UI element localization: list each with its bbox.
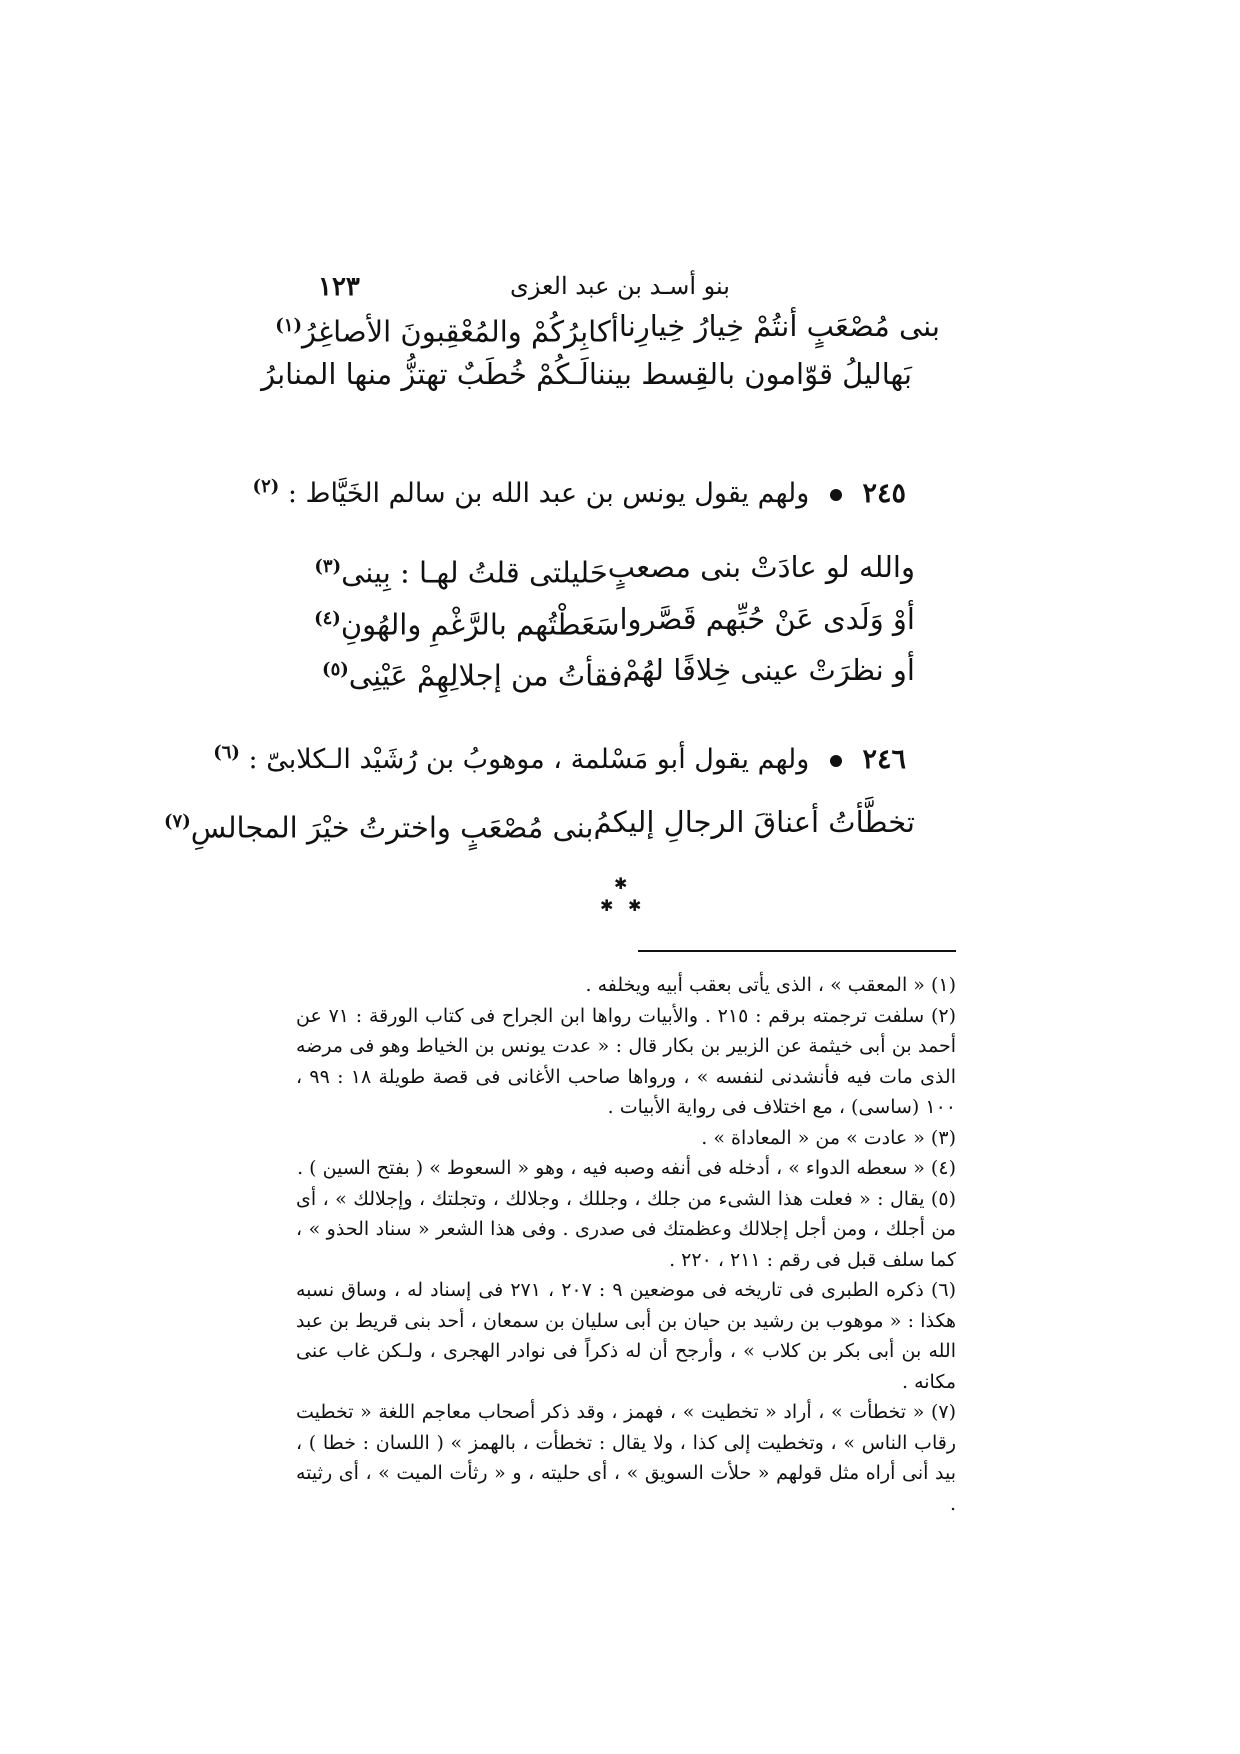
hemistich-text: فقأتُ من إجلالِهِمْ عَيْنِى [348, 658, 623, 693]
verse-line [314, 545, 915, 595]
bullet-icon [830, 489, 842, 501]
hemistich-text: أكابِرُكُمْ والمُعْقِبونَ الأصاغِرُ [301, 314, 619, 349]
verse-hemistich-2: لَـكُمْ خُطَبٌ تهتزُّ منها المنابرُ [261, 357, 589, 391]
verse-line [261, 352, 912, 396]
footnote-ref: (٢) [252, 476, 280, 497]
verse-line [322, 648, 915, 698]
verse-line [314, 597, 915, 647]
hemistich-text: سَعَطْتُهم بالرَّغْمِ والهُونِ [340, 607, 620, 642]
footnote-7: (٧) « تخطأت » ، أراد « تخطيت » ، فهمز ، وقد ذكر أصحاب معاجم اللغة « تخطيت رقاب الناس » ، وتخطيت إلى كذا ، ولا يقال : تخطأت ، بالهمز » ( اللسان : خطا ) ، بيد أنى أراه مثل قولهم « حلأت السويق » ، أى حليته ، و « رثأت الميت » ، أى رثيته . [296, 1401, 956, 1515]
verse-line [163, 800, 915, 850]
footnote-1: (١) « المعقب » ، الذى يأتى بعقب أبيه ويخلفه . [585, 974, 956, 996]
entry-text: ولهم يقول يونس بن عبد الله بن سالم الخَيَّاط : [287, 478, 810, 509]
asterisk-icon: ✱ [628, 896, 642, 915]
verse-hemistich-1: تخطَّأتُ أعناقَ الرجالِ إليكمُ [593, 805, 915, 839]
footnote-2: (٢) سلفت ترجمته برقم : ٢١٥ . والأبيات رواها ابن الجراح فى كتاب الورقة : ٧١ عن أحمد بن أبى خيثمة عن الزبير بن بكار قال : « عدت يونس بن الخياط وهو فى مرضه الذى مات فيه فأنشدنى لنفسه » ، ورواها صاحب الأغانى فى قصة طويلة ١٨ : ٩٩ ، ١٠٠ (ساسى) ، مع اختلاف فى رواية الأبيات . [296, 1004, 956, 1118]
footnote-3: (٣) « عادت » من « المعاداة » . [701, 1126, 956, 1149]
asterisk-icon: ✱ [600, 896, 614, 915]
verse-hemistich-2 [314, 545, 607, 595]
footnote-5: (٥) يقال : « فعلت هذا الشىء من جلك ، وجللك ، وجلالك ، وتجلتك ، وإجلالك » ، أى من أجلك ، ومن أجل إجلالك وعظمتك فى صدرى . وفى هذا الشعر « سناد الحذو » ، كما سلف قبل فى رقم : ٢١١ ، ٢٢٠ . [296, 1187, 956, 1271]
section-divider [590, 876, 650, 926]
verse-hemistich-1: أوْ وَلَدى عَنْ حُبِّهم قَصَّروا [619, 602, 915, 636]
asterisk-icon: ✱ [614, 874, 628, 893]
running-title: بنو أسـد بن عبد العزى [510, 272, 730, 300]
verse-hemistich-2 [275, 304, 619, 354]
footnote-rule [638, 950, 956, 952]
footnote-ref: (٣) [314, 556, 342, 577]
verse-line [275, 304, 940, 354]
page-number: ١٢٣ [318, 272, 360, 302]
verse-hemistich-1: أو نظرَتْ عينى خِلافًا لهُمْ [622, 653, 915, 687]
footnote-4: (٤) « سعطه الدواء » ، أدخله فى أنفه وصبه فيه ، وهو « السعوط » ( بفتح السين ) . [297, 1157, 956, 1179]
verse-hemistich-1: بَهاليلُ قوّامون بالقِسط بيننا [588, 357, 912, 391]
entry-number: ٢٤٥ [862, 478, 906, 509]
footnote-ref: (٥) [322, 659, 349, 680]
footnote-ref: (٤) [314, 608, 341, 629]
verse-hemistich-1: والله لو عادَتْ بنى مصعبٍ [607, 550, 915, 584]
footnote-6: (٦) ذكره الطبرى فى تاريخه فى موضعين ٩ : ٢٠٧ ، ٢٧١ فى إسناد له ، وساق نسبه هكذا : « موهوب بن رشيد بن حيان بن أبى سليان بن سمعان ، أحد بنى قريط بن عبد الله بن أبى بكر بن كلاب » ، وأرجح أن له ذكراً فى نوادر الهجرى ، ولـكن غاب عنى مكانه . [296, 1279, 957, 1393]
entry-246 [213, 742, 906, 775]
verse-hemistich-1: بنى مُصْعَبٍ أنتُمْ خِيارُ خِيارِنا [618, 309, 940, 343]
footnote-ref: (٦) [213, 742, 240, 763]
hemistich-text: بنى مُصْعَبٍ واخترتُ خيْرَ المجالسِ [190, 810, 594, 845]
verse-hemistich-2 [164, 800, 594, 850]
verse-hemistich-2 [322, 648, 622, 698]
bullet-icon [830, 755, 842, 767]
footnotes [296, 970, 956, 1519]
entry-text: ولهم يقول أبو مَسْلمة ، موهوبُ بن رُشَيْد الـكلابىّ : [248, 744, 810, 775]
hemistich-text: حَليلتى قلتُ لهـا : بِينى [341, 555, 608, 590]
footnote-ref: (٧) [163, 811, 191, 832]
verse-hemistich-2 [314, 597, 619, 647]
footnote-ref: (١) [275, 315, 302, 336]
entry-number: ٢٤٦ [862, 744, 906, 775]
entry-245 [253, 476, 906, 509]
